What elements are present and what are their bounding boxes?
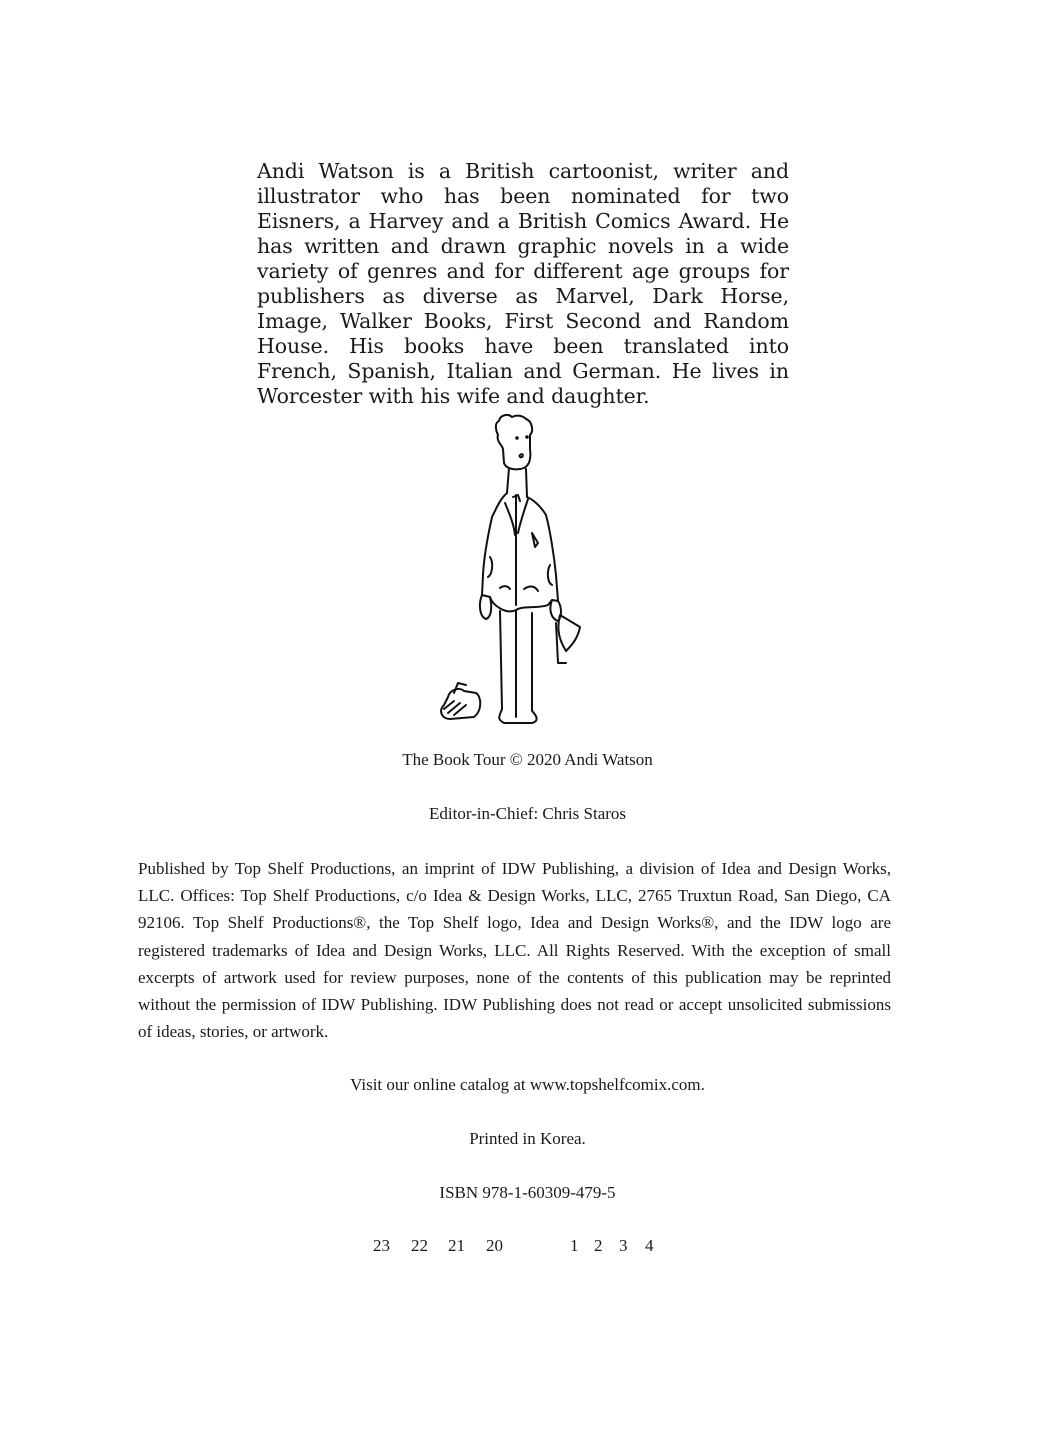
- standing-man-illustration: [420, 405, 600, 735]
- author-bio: Andi Watson is a British cartoonist, writer and illustrator who has been nominated for two Eisners, a Harvey and a British Comics Award. He has written and drawn graphic novels in a wide variety of genres and for different age groups for publishers as diverse as Marvel, Dark Horse, Image, Walker Books, First Second and Random House. His books have been translated into French, Spanish, Italian and German. He lives in Worcester with his wife and daughter.: [257, 159, 789, 408]
- editor-credit: Editor-in-Chief: Chris Staros: [428, 804, 627, 823]
- isbn-line: ISBN 978-1-60309-479-5: [439, 1183, 616, 1202]
- print-year: 21: [448, 1236, 465, 1255]
- copyright-line: The Book Tour © 2020 Andi Watson: [402, 750, 653, 769]
- print-year: 22: [411, 1236, 428, 1255]
- printed-in-line: Printed in Korea.: [469, 1129, 586, 1148]
- catalog-line: Visit our online catalog at www.topshelfcomix.com.: [350, 1075, 705, 1094]
- printing-number: 1: [570, 1236, 579, 1255]
- printing-number: 2: [594, 1236, 603, 1255]
- print-year: 20: [486, 1236, 503, 1255]
- legal-notice: Published by Top Shelf Productions, an imprint of IDW Publishing, a division of Idea and Design Works, LLC. Offices: Top Shelf Productions, c/o Idea & Design Works, LLC, 2765 Truxtun Road, San Diego, CA 92106. Top Shelf Productions®, the Top Shelf logo, Idea and Design Works®, and the IDW logo are registered trademarks of Idea and Design Works, LLC. All Rights Reserved. With the exception of small excerpts of artwork used for review purposes, none of the contents of this publication may be reprinted without the permission of IDW Publishing. IDW Publishing does not read or accept unsolicited submissions of ideas, stories, or artwork.: [138, 859, 891, 1042]
- print-year: 23: [373, 1236, 390, 1255]
- printing-number: 4: [645, 1236, 654, 1255]
- printing-number: 3: [619, 1236, 628, 1255]
